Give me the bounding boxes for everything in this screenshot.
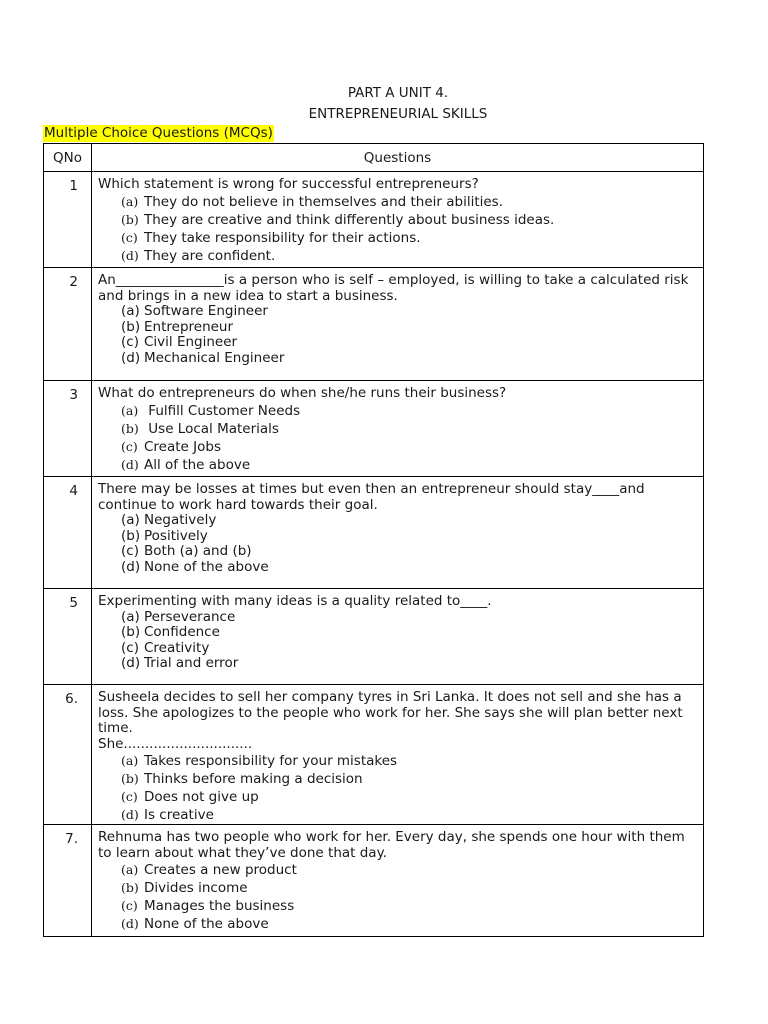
option-item bbox=[121, 247, 697, 265]
option-label: (b) bbox=[121, 318, 141, 335]
question-text: Which statement is wrong for successful entrepreneurs? bbox=[98, 176, 479, 192]
table-row bbox=[44, 381, 704, 477]
table-row bbox=[44, 825, 704, 937]
option-item bbox=[121, 641, 697, 657]
option-text: All of the above bbox=[144, 456, 251, 473]
option-text: Divides income bbox=[144, 880, 248, 896]
option-label: (c) bbox=[121, 229, 138, 245]
option-item bbox=[121, 806, 697, 824]
question-text: What do entrepreneurs do when she/he runs their business? bbox=[98, 385, 507, 401]
column-header-qno: QNo bbox=[44, 144, 92, 172]
option-item bbox=[121, 420, 697, 438]
option-label: (c) bbox=[121, 334, 139, 350]
option-text: Manages the business bbox=[144, 898, 295, 914]
question-cell bbox=[92, 381, 704, 477]
question-cell bbox=[92, 685, 704, 825]
option-text: Negatively bbox=[144, 512, 217, 528]
table-row bbox=[44, 172, 704, 268]
table-row bbox=[44, 477, 704, 589]
option-item bbox=[121, 211, 697, 229]
option-label: (a) bbox=[121, 402, 139, 418]
option-item bbox=[121, 351, 697, 367]
option-item bbox=[121, 193, 697, 211]
option-item bbox=[121, 456, 697, 474]
option-list bbox=[98, 752, 697, 824]
question-cell bbox=[92, 477, 704, 589]
question-cell bbox=[92, 268, 704, 381]
option-item bbox=[121, 879, 697, 897]
chapter-title: ENTREPRENEURIAL SKILLS bbox=[308, 106, 488, 122]
option-item bbox=[121, 770, 697, 788]
option-label: (d) bbox=[121, 558, 141, 575]
option-text: Entrepreneur bbox=[144, 318, 234, 335]
question-text: There may be losses at times but even then an entrepreneur should stay____and continue to work hard towards their goal. bbox=[98, 481, 649, 513]
option-text: Use Local Materials bbox=[144, 420, 279, 437]
option-text: None of the above bbox=[144, 558, 269, 575]
option-label: (a) bbox=[121, 512, 140, 528]
option-label: (b) bbox=[121, 771, 139, 786]
option-text: Create Jobs bbox=[144, 438, 221, 455]
question-text: Experimenting with many ideas is a quality related to____. bbox=[98, 593, 492, 609]
option-item bbox=[121, 752, 697, 770]
option-text: They are creative and think differently about business ideas. bbox=[144, 211, 555, 228]
table-header-row bbox=[44, 144, 704, 172]
table-row bbox=[44, 268, 704, 381]
question-text: Susheela decides to sell her company tyres in Sri Lanka. It does not sell and she has a loss. She apologizes to the people who work for her. She says she will plan better next time. She.............................. bbox=[98, 689, 683, 752]
question-number: 2 bbox=[44, 268, 92, 381]
option-label: (b) bbox=[121, 880, 139, 895]
question-number: 1 bbox=[44, 172, 92, 268]
option-text: Mechanical Engineer bbox=[144, 349, 285, 366]
option-list bbox=[98, 193, 697, 265]
option-text: Civil Engineer bbox=[144, 334, 238, 350]
option-item bbox=[121, 625, 697, 641]
question-number: 4 bbox=[44, 477, 92, 589]
option-list bbox=[98, 402, 697, 474]
option-item bbox=[121, 915, 697, 933]
option-text: Does not give up bbox=[144, 789, 259, 805]
question-number: 3 bbox=[44, 381, 92, 477]
option-text: Both (a) and (b) bbox=[144, 543, 252, 559]
option-text: Takes responsibility for your mistakes bbox=[144, 753, 398, 769]
option-label: (b) bbox=[121, 211, 139, 227]
option-item bbox=[121, 304, 697, 320]
option-label: (d) bbox=[121, 456, 139, 472]
section-heading-highlighted: Multiple Choice Questions (MCQs) bbox=[44, 125, 273, 141]
option-text: They take responsibility for their actions. bbox=[144, 229, 421, 246]
option-text: They are confident. bbox=[144, 247, 276, 264]
option-label: (a) bbox=[121, 193, 139, 209]
option-item bbox=[121, 560, 697, 576]
option-label: (d) bbox=[121, 655, 141, 671]
option-list bbox=[98, 304, 697, 366]
option-label: (d) bbox=[121, 349, 141, 366]
option-label: (b) bbox=[121, 527, 141, 544]
option-item bbox=[121, 335, 697, 351]
option-list bbox=[98, 513, 697, 575]
option-label: (c) bbox=[121, 898, 138, 913]
option-item bbox=[121, 656, 697, 672]
column-header-questions: Questions bbox=[92, 144, 704, 172]
option-text: Positively bbox=[144, 527, 208, 544]
option-item bbox=[121, 229, 697, 247]
option-label: (c) bbox=[121, 438, 138, 454]
option-item bbox=[121, 897, 697, 915]
option-text: Fulfill Customer Needs bbox=[144, 402, 301, 419]
option-item bbox=[121, 544, 697, 560]
question-cell bbox=[92, 172, 704, 268]
option-text: Is creative bbox=[144, 807, 214, 823]
question-cell bbox=[92, 825, 704, 937]
question-number: 5 bbox=[44, 589, 92, 685]
option-list bbox=[98, 861, 697, 933]
question-number: 6. bbox=[44, 685, 92, 825]
option-text: Trial and error bbox=[144, 655, 239, 671]
option-item bbox=[121, 529, 697, 545]
question-cell bbox=[92, 589, 704, 685]
option-list bbox=[98, 610, 697, 672]
option-label: (c) bbox=[121, 789, 138, 804]
option-label: (d) bbox=[121, 247, 139, 263]
question-number: 7. bbox=[44, 825, 92, 937]
option-item bbox=[121, 320, 697, 336]
option-item bbox=[121, 610, 697, 626]
option-text: They do not believe in themselves and their abilities. bbox=[144, 193, 503, 210]
option-label: (a) bbox=[121, 303, 140, 319]
option-label: (b) bbox=[121, 624, 141, 640]
option-item bbox=[121, 788, 697, 806]
option-text: Creativity bbox=[144, 639, 210, 656]
option-text: None of the above bbox=[144, 916, 269, 932]
option-text: Confidence bbox=[144, 624, 220, 640]
option-label: (a) bbox=[121, 753, 139, 768]
question-text: Rehnuma has two people who work for her. Every day, she spends one hour with them to learn about what they’ve done that day. bbox=[98, 829, 690, 861]
table-row bbox=[44, 589, 704, 685]
option-text: Thinks before making a decision bbox=[144, 771, 363, 787]
option-item bbox=[121, 438, 697, 456]
option-label: (d) bbox=[121, 807, 139, 822]
option-text: Creates a new product bbox=[144, 862, 297, 878]
option-label: (a) bbox=[121, 608, 140, 625]
mcq-table bbox=[43, 143, 704, 937]
option-label: (b) bbox=[121, 420, 139, 436]
option-item bbox=[121, 513, 697, 529]
option-item bbox=[121, 402, 697, 420]
option-item bbox=[121, 861, 697, 879]
option-label: (a) bbox=[121, 862, 139, 877]
option-text: Software Engineer bbox=[144, 303, 268, 319]
question-text: An________________is a person who is self – employed, is willing to take a calculated risk and brings in a new idea to start a business. bbox=[98, 272, 693, 304]
unit-title: PART A UNIT 4. bbox=[347, 85, 449, 101]
option-label: (d) bbox=[121, 916, 139, 931]
option-label: (c) bbox=[121, 639, 139, 656]
option-label: (c) bbox=[121, 543, 139, 559]
option-text: Perseverance bbox=[144, 608, 236, 625]
table-row bbox=[44, 685, 704, 825]
